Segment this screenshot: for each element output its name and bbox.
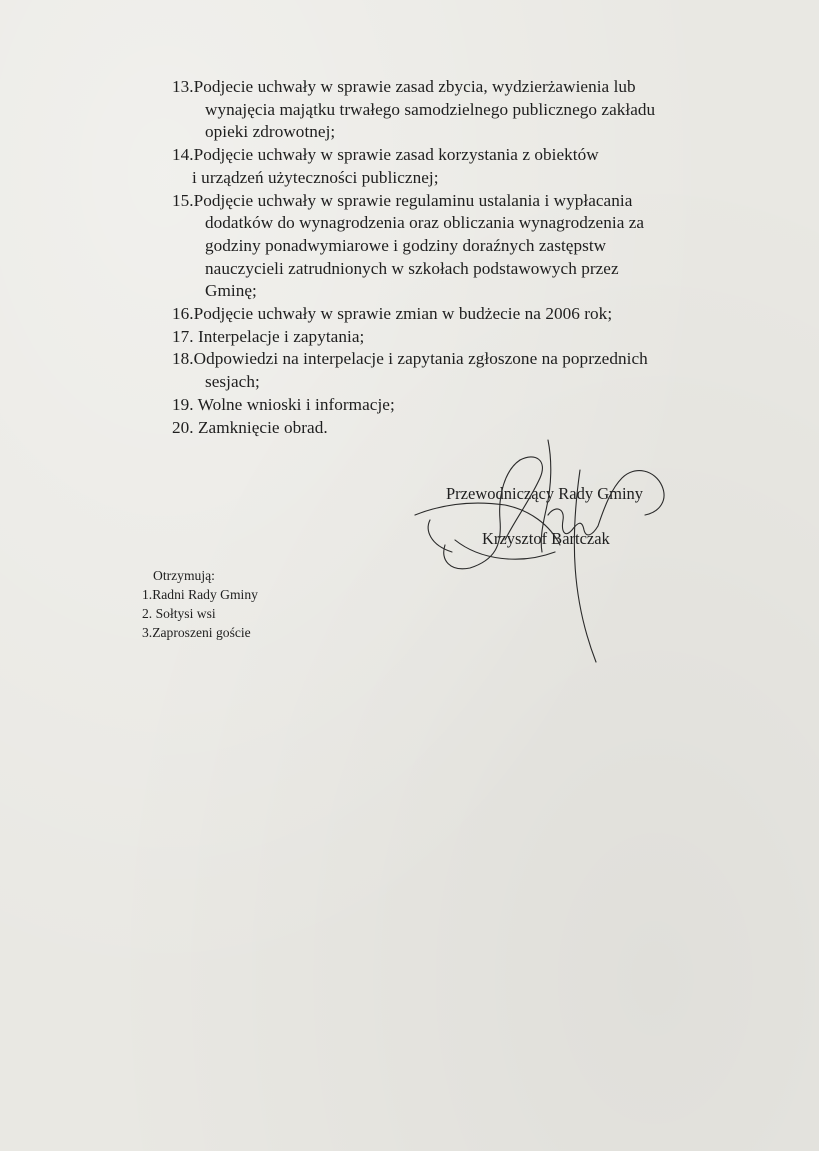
agenda-line: 17. Interpelacje i zapytania; [172, 326, 365, 346]
agenda-line: 19. Wolne wnioski i informacje; [172, 394, 395, 414]
recipient-item: 3.Zaproszeni goście [142, 625, 251, 640]
agenda-line: wynajęcia majątku trwałego samodzielnego publicznego zakładu [205, 99, 656, 119]
agenda-item-13 [172, 76, 732, 144]
agenda-item-14 [172, 144, 732, 189]
agenda-line: 16.Podjęcie uchwały w sprawie zmian w budżecie na 2006 rok; [172, 304, 613, 324]
agenda-line: 18.Odpowiedzi na interpelacje i zapytania zgłoszone na poprzednich [172, 349, 648, 369]
agenda-line: Gminę; [205, 281, 257, 301]
recipient-item: 2. Sołtysi wsi [142, 606, 216, 621]
agenda-line: 20. Zamknięcie obrad. [172, 417, 328, 437]
agenda-line: opieki zdrowotnej; [205, 122, 336, 142]
signature-title: Przewodniczący Rady Gminy [446, 484, 644, 503]
signature-name: Krzysztof Bartczak [482, 529, 610, 548]
agenda-list [172, 76, 732, 439]
agenda-item-18 [172, 348, 732, 393]
agenda-line: sesjach; [205, 372, 260, 392]
agenda-line: 14.Podjęcie uchwały w sprawie zasad korzystania z obiektów [172, 145, 599, 165]
agenda-item-17 [172, 326, 732, 349]
agenda-line: nauczycieli zatrudnionych w szkołach podstawowych przez [205, 258, 619, 278]
agenda-item-20 [172, 417, 732, 440]
agenda-line: dodatków do wynagrodzenia oraz obliczania wynagrodzenia za [205, 213, 645, 233]
agenda-line: 13.Podjecie uchwały w sprawie zasad zbycia, wydzierżawienia lub [172, 77, 636, 96]
agenda-item-19 [172, 394, 732, 417]
agenda-line: i urządzeń użyteczności publicznej; [192, 167, 439, 187]
recipients-block [142, 566, 258, 642]
agenda-line: 15.Podjęcie uchwały w sprawie regulaminu ustalania i wypłacania [172, 190, 633, 210]
agenda-item-15 [172, 190, 732, 304]
recipients-heading: Otrzymują: [153, 568, 215, 583]
recipient-item: 1.Radni Rady Gminy [142, 587, 258, 602]
agenda-line: godziny ponadwymiarowe i godziny doraźnych zastępstw [205, 235, 607, 255]
agenda-item-16 [172, 303, 732, 326]
